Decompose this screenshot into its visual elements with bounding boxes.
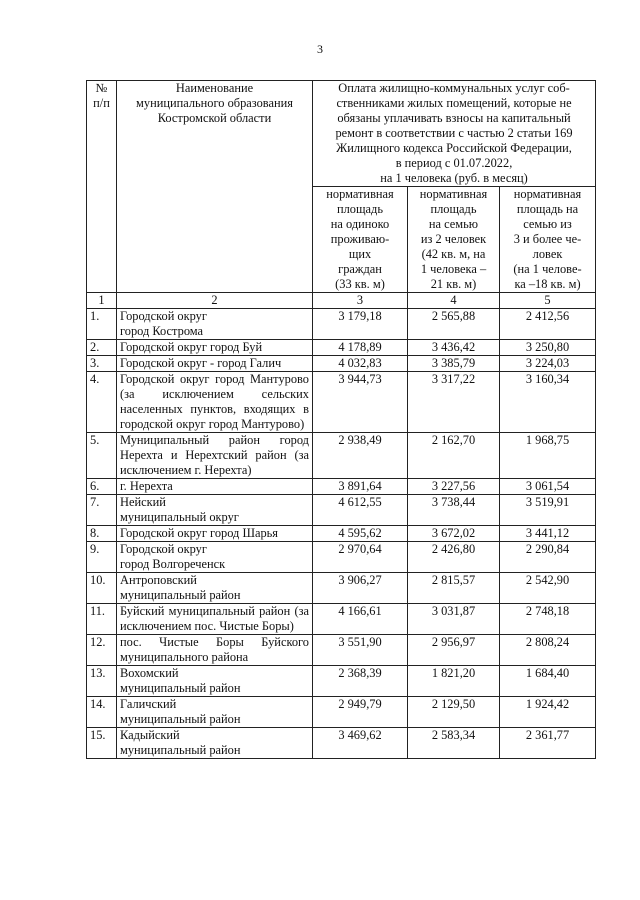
municipality-name: Кадыйский муниципальный район [117, 728, 313, 759]
value-three: 3 441,12 [500, 526, 596, 542]
row-number: 5. [87, 433, 117, 479]
row-number: 10. [87, 573, 117, 604]
row-number: 1. [87, 309, 117, 340]
value-single: 4 178,89 [313, 340, 408, 356]
table-row [87, 728, 596, 759]
column-index: 3 [313, 293, 408, 309]
row-number: 6. [87, 479, 117, 495]
municipality-name: Муниципальный район город Нерехта и Нерехтский район (за исключением г. Нерехта) [117, 433, 313, 479]
column-index: 5 [500, 293, 596, 309]
row-number: 14. [87, 697, 117, 728]
table-row [87, 495, 596, 526]
value-three: 3 250,80 [500, 340, 596, 356]
value-two: 2 815,57 [408, 573, 500, 604]
table-row [87, 356, 596, 372]
municipality-name: Антроповский муниципальный район [117, 573, 313, 604]
value-two: 2 956,97 [408, 635, 500, 666]
municipality-name: Городской округ - город Галич [117, 356, 313, 372]
value-single: 4 595,62 [313, 526, 408, 542]
value-two: 2 162,70 [408, 433, 500, 479]
header-payment: Оплата жилищно-коммунальных услуг соб- ственниками жилых помещений, которые не обязаны уплачивать взносы на капитальный ремонт в соответствии с частью 2 статьи 169 Жилищного кодекса Российской Федерации, в период с 01.07.2022, на 1 человека (руб. в месяц) [313, 81, 596, 187]
value-two: 3 385,79 [408, 356, 500, 372]
header-municipality: Наименование муниципального образования Костромской области [117, 81, 313, 293]
row-number: 13. [87, 666, 117, 697]
value-single: 2 938,49 [313, 433, 408, 479]
value-three: 2 412,56 [500, 309, 596, 340]
table-row [87, 635, 596, 666]
municipality-name: Городской округ город Шарья [117, 526, 313, 542]
column-index: 2 [117, 293, 313, 309]
row-number: 9. [87, 542, 117, 573]
municipality-name: г. Нерехта [117, 479, 313, 495]
header-row [87, 81, 596, 187]
value-two: 3 436,42 [408, 340, 500, 356]
table-row [87, 479, 596, 495]
value-three: 2 808,24 [500, 635, 596, 666]
value-single: 4 166,61 [313, 604, 408, 635]
page-number: 3 [317, 42, 323, 56]
value-single: 2 368,39 [313, 666, 408, 697]
value-single: 3 179,18 [313, 309, 408, 340]
table-row [87, 526, 596, 542]
value-three: 3 519,91 [500, 495, 596, 526]
table-row [87, 666, 596, 697]
value-two: 3 738,44 [408, 495, 500, 526]
row-number: 3. [87, 356, 117, 372]
table-row [87, 542, 596, 573]
table-row [87, 372, 596, 433]
row-number: 2. [87, 340, 117, 356]
value-single: 3 944,73 [313, 372, 408, 433]
value-two: 2 426,80 [408, 542, 500, 573]
value-single: 2 970,64 [313, 542, 408, 573]
municipality-name: Городской округ город Кострома [117, 309, 313, 340]
subheader-three-persons: нормативная площадь на семью из 3 и более че- ловек (на 1 челове- ка –18 кв. м) [500, 187, 596, 293]
municipality-name: Нейский муниципальный округ [117, 495, 313, 526]
table-row [87, 433, 596, 479]
municipality-name: Галичский муниципальный район [117, 697, 313, 728]
value-single: 3 551,90 [313, 635, 408, 666]
subheader-single: нормативная площадь на одиноко проживаю- щих граждан (33 кв. м) [313, 187, 408, 293]
value-two: 1 821,20 [408, 666, 500, 697]
value-single: 4 032,83 [313, 356, 408, 372]
value-two: 2 565,88 [408, 309, 500, 340]
value-three: 1 924,42 [500, 697, 596, 728]
value-single: 3 891,64 [313, 479, 408, 495]
table-row [87, 697, 596, 728]
value-three: 2 361,77 [500, 728, 596, 759]
column-index: 1 [87, 293, 117, 309]
value-single: 3 469,62 [313, 728, 408, 759]
table-row [87, 604, 596, 635]
value-three: 2 290,84 [500, 542, 596, 573]
row-number: 15. [87, 728, 117, 759]
tariff-table [86, 80, 596, 759]
value-two: 2 129,50 [408, 697, 500, 728]
table-row [87, 573, 596, 604]
row-number: 7. [87, 495, 117, 526]
value-three: 3 224,03 [500, 356, 596, 372]
municipality-name: Буйский муниципальный район (за исключением пос. Чистые Боры) [117, 604, 313, 635]
municipality-name: Городской округ город Волгореченск [117, 542, 313, 573]
subheader-two-persons: нормативная площадь на семью из 2 человек (42 кв. м, на 1 человека – 21 кв. м) [408, 187, 500, 293]
table-row [87, 309, 596, 340]
value-two: 2 583,34 [408, 728, 500, 759]
value-single: 2 949,79 [313, 697, 408, 728]
header-number: № п/п [87, 81, 117, 293]
table-row [87, 340, 596, 356]
row-number: 11. [87, 604, 117, 635]
value-three: 3 160,34 [500, 372, 596, 433]
value-two: 3 227,56 [408, 479, 500, 495]
value-three: 1 968,75 [500, 433, 596, 479]
municipality-name: Городской округ город Мантурово (за исключением сельских населенных пунктов, входящих в городской округ город Мантурово) [117, 372, 313, 433]
municipality-name: Городской округ город Буй [117, 340, 313, 356]
value-single: 3 906,27 [313, 573, 408, 604]
value-three: 2 748,18 [500, 604, 596, 635]
row-number: 8. [87, 526, 117, 542]
municipality-name: Вохомский муниципальный район [117, 666, 313, 697]
municipality-name: пос. Чистые Боры Буйского муниципального района [117, 635, 313, 666]
value-three: 1 684,40 [500, 666, 596, 697]
value-two: 3 317,22 [408, 372, 500, 433]
row-number: 4. [87, 372, 117, 433]
value-two: 3 031,87 [408, 604, 500, 635]
column-index-row [87, 293, 596, 309]
column-index: 4 [408, 293, 500, 309]
value-single: 4 612,55 [313, 495, 408, 526]
value-three: 2 542,90 [500, 573, 596, 604]
row-number: 12. [87, 635, 117, 666]
value-three: 3 061,54 [500, 479, 596, 495]
value-two: 3 672,02 [408, 526, 500, 542]
